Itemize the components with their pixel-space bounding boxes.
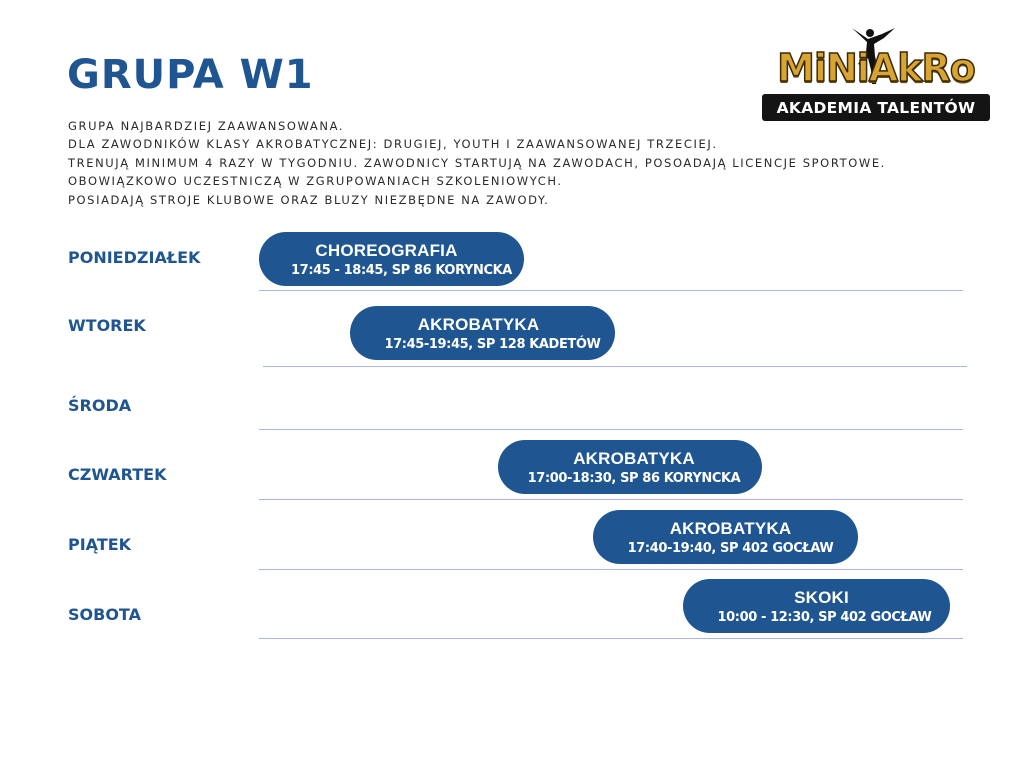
session-detail: 17:45-19:45, SP 128 KADETÓW [384, 337, 601, 352]
day-label-thursday: CZWARTEK [68, 465, 167, 484]
session-detail: 17:40-19:40, SP 402 GOCŁAW [627, 541, 834, 556]
description-line: OBOWIĄZKOWO UCZESTNICZĄ W ZGRUPOWANIACH SZKOLENIOWYCH. [68, 174, 563, 189]
session-pill-friday [593, 510, 858, 564]
session-title: AKROBATYKA [417, 315, 540, 334]
logo-tagline: AKADEMIA TALENTÓW [776, 98, 976, 117]
description-line: DLA ZAWODNIKÓW KLASY AKROBATYCZNEJ: DRUGIEJ, YOUTH I ZAAWANSOWANEJ TRZECIEJ. [68, 137, 718, 152]
session-pill-monday [259, 232, 524, 286]
day-label-wednesday: ŚRODA [68, 396, 132, 415]
session-pill-saturday [683, 579, 950, 633]
row-divider [259, 290, 963, 291]
session-title: AKROBATYKA [573, 449, 695, 468]
row-divider [263, 366, 967, 367]
academy-logo [760, 26, 992, 122]
description-line: TRENUJĄ MINIMUM 4 RAZY W TYGODNIU. ZAWODNICY STARTUJĄ NA ZAWODACH, POSOADAJĄ LICENCJE SPORTOWE. [68, 155, 886, 170]
row-divider [259, 638, 963, 639]
session-pill-tuesday [350, 306, 615, 360]
logo-tagline-bar [762, 94, 990, 121]
logo-brand-text: MiNiAkRo [777, 46, 975, 90]
row-divider [259, 569, 963, 570]
session-title: AKROBATYKA [669, 519, 792, 538]
session-title: CHOREOGRAFIA [315, 241, 458, 260]
session-title: SKOKI [794, 588, 849, 607]
session-detail: 17:00-18:30, SP 86 KORYNCKA [527, 471, 741, 486]
day-label-saturday: SOBOTA [68, 605, 141, 624]
day-label-friday: PIĄTEK [68, 535, 132, 554]
session-detail: 10:00 - 12:30, SP 402 GOCŁAW [717, 610, 932, 625]
page-title: GRUPA W1 [67, 52, 314, 98]
session-detail: 17:45 - 18:45, SP 86 KORYNCKA [291, 263, 512, 278]
group-description [68, 117, 968, 209]
description-line: POSIADAJĄ STROJE KLUBOWE ORAZ BLUZY NIEZBĘDNE NA ZAWODY. [68, 192, 550, 207]
row-divider [259, 499, 963, 500]
day-label-tuesday: WTOREK [68, 316, 146, 335]
description-line: GRUPA NAJBARDZIEJ ZAAWANSOWANA. [68, 119, 345, 133]
day-label-monday: PONIEDZIAŁEK [68, 248, 201, 267]
row-divider [259, 429, 963, 430]
session-pill-thursday [498, 440, 762, 494]
